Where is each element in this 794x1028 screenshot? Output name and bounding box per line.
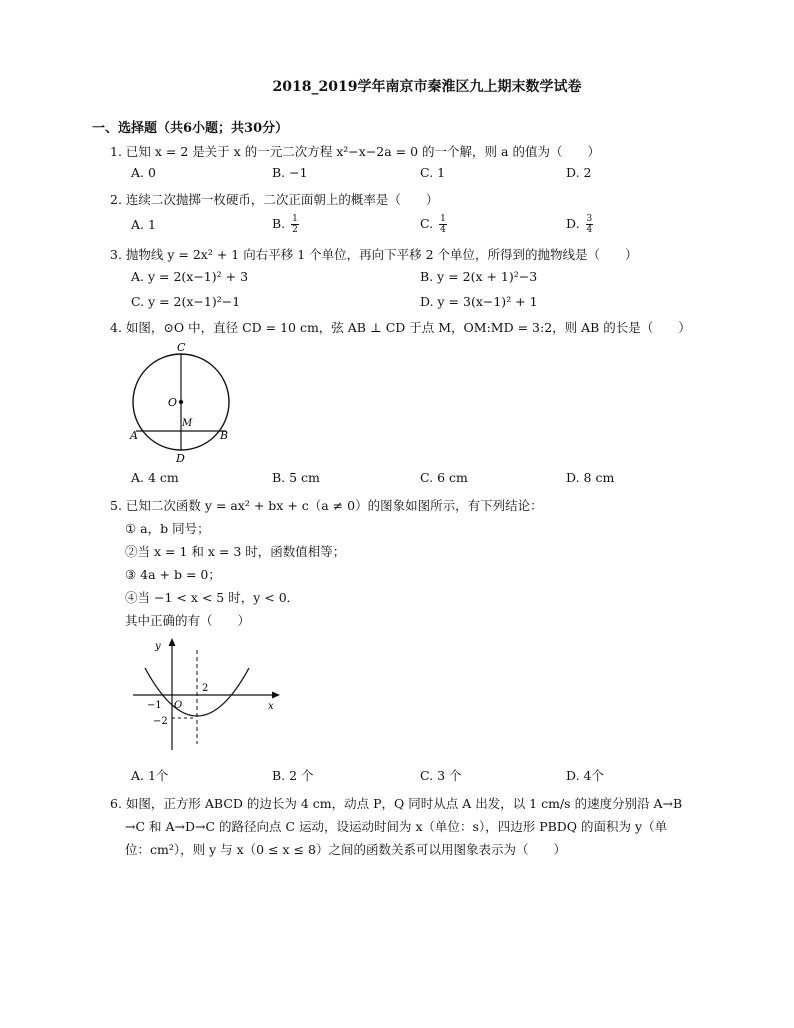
q5-option-a: A. 1个 <box>131 768 169 783</box>
q3-option-a: A. y = 2(x−1)² + 3 <box>131 269 249 284</box>
label-a: A <box>130 429 138 442</box>
label-d: D <box>176 452 185 465</box>
q5-option-c: C. 3 个 <box>420 768 462 783</box>
q2-option-d: D. $\frac{3}{4}$ <box>566 214 593 235</box>
q2-option-c: C. $\frac{1}{4}$ <box>420 214 446 235</box>
q4-option-a: A. 4 cm <box>131 470 179 485</box>
q3-option-c: C. y = 2(x−1)²−1 <box>131 294 241 309</box>
q5-option-b: B. 2 个 <box>272 768 314 783</box>
circle-figure <box>120 338 250 466</box>
x-axis-arrow <box>272 692 280 699</box>
question-4-stem: 4. 如图，⊙O 中，直径 CD = 10 cm，弦 AB ⊥ CD 于点 M，OM:MD = 3:2，则 AB 的长是（ ） <box>110 320 691 335</box>
q5-statement-4: ④当 −1 < x < 5 时，y < 0． <box>125 590 300 605</box>
label-o: O <box>168 396 178 409</box>
q1-option-a: A. 0 <box>131 165 156 180</box>
q2-option-b: B. $\frac{1}{2}$ <box>272 214 298 235</box>
fraction: $\frac{3}{4}$ <box>586 214 593 235</box>
label-y: y <box>155 641 161 652</box>
label-m: M <box>182 418 193 429</box>
q3-option-d: D. y = 3(x−1)² + 1 <box>420 294 538 309</box>
q4-option-c: C. 6 cm <box>420 470 468 485</box>
q1-option-d: D. 2 <box>566 165 592 180</box>
question-2-stem: 2. 连续二次抛掷一枚硬币，二次正面朝上的概率是（ ） <box>110 192 439 207</box>
q1-option-b: B. −1 <box>272 165 308 180</box>
page-title: 2018_2019学年南京市秦淮区九上期末数学试卷 <box>272 79 582 95</box>
label-neg1: −1 <box>147 700 162 711</box>
q1-option-c: C. 1 <box>420 165 446 180</box>
label-2: 2 <box>202 683 209 694</box>
question-3-stem: 3. 抛物线 y = 2x² + 1 向右平移 1 个单位，再向下平移 2 个单位，所得到的抛物线是（ ） <box>110 247 638 262</box>
label-x: x <box>268 701 274 712</box>
label-neg2: −2 <box>153 716 168 727</box>
label-b: B <box>220 429 229 442</box>
q3-option-b: B. y = 2(x + 1)²−3 <box>420 269 538 284</box>
q5-statement-1: ① a，b 同号； <box>125 521 210 536</box>
question-1-stem: 1. 已知 x = 2 是关于 x 的一元二次方程 x²−x−2a = 0 的一个解，则 a 的值为（ ） <box>110 144 600 159</box>
question-6-line-1: 6. 如图，正方形 ABCD 的边长为 4 cm，动点 P，Q 同时从点 A 出发，以 1 cm/s 的速度分别沿 A→B <box>110 796 683 811</box>
question-5-stem: 5. 已知二次函数 y = ax² + bx + c（a ≠ 0）的图象如图所示，有下列结论： <box>110 498 543 513</box>
label-c: C <box>177 341 186 354</box>
question-6-line-2: →C 和 A→D→C 的路径向点 C 运动，设运动时间为 x（单位：s），四边形 PBDQ 的面积为 y（单 <box>125 819 668 834</box>
q5-prompt: 其中正确的有（ ） <box>125 613 251 628</box>
label-origin: O <box>174 700 183 711</box>
q5-statement-3: ③ 4a + b = 0； <box>125 567 221 582</box>
q4-option-b: B. 5 cm <box>272 470 320 485</box>
q2-option-a: A. 1 <box>131 217 156 232</box>
center-point <box>179 400 183 404</box>
q5-option-d: D. 4个 <box>566 768 604 783</box>
q5-statement-2: ②当 x = 1 和 x = 3 时，函数值相等； <box>125 544 346 559</box>
q4-option-d: D. 8 cm <box>566 470 615 485</box>
y-axis-arrow <box>169 638 176 646</box>
question-6-line-3: 位：cm²），则 y 与 x（0 ≤ x ≤ 8）之间的函数关系可以用图象表示为（ ） <box>125 842 566 857</box>
parabola-figure <box>125 632 290 760</box>
fraction: $\frac{1}{4}$ <box>440 214 446 235</box>
fraction: $\frac{1}{2}$ <box>292 214 298 235</box>
section-heading: 一、选择题（共6小题；共30分） <box>92 121 289 136</box>
